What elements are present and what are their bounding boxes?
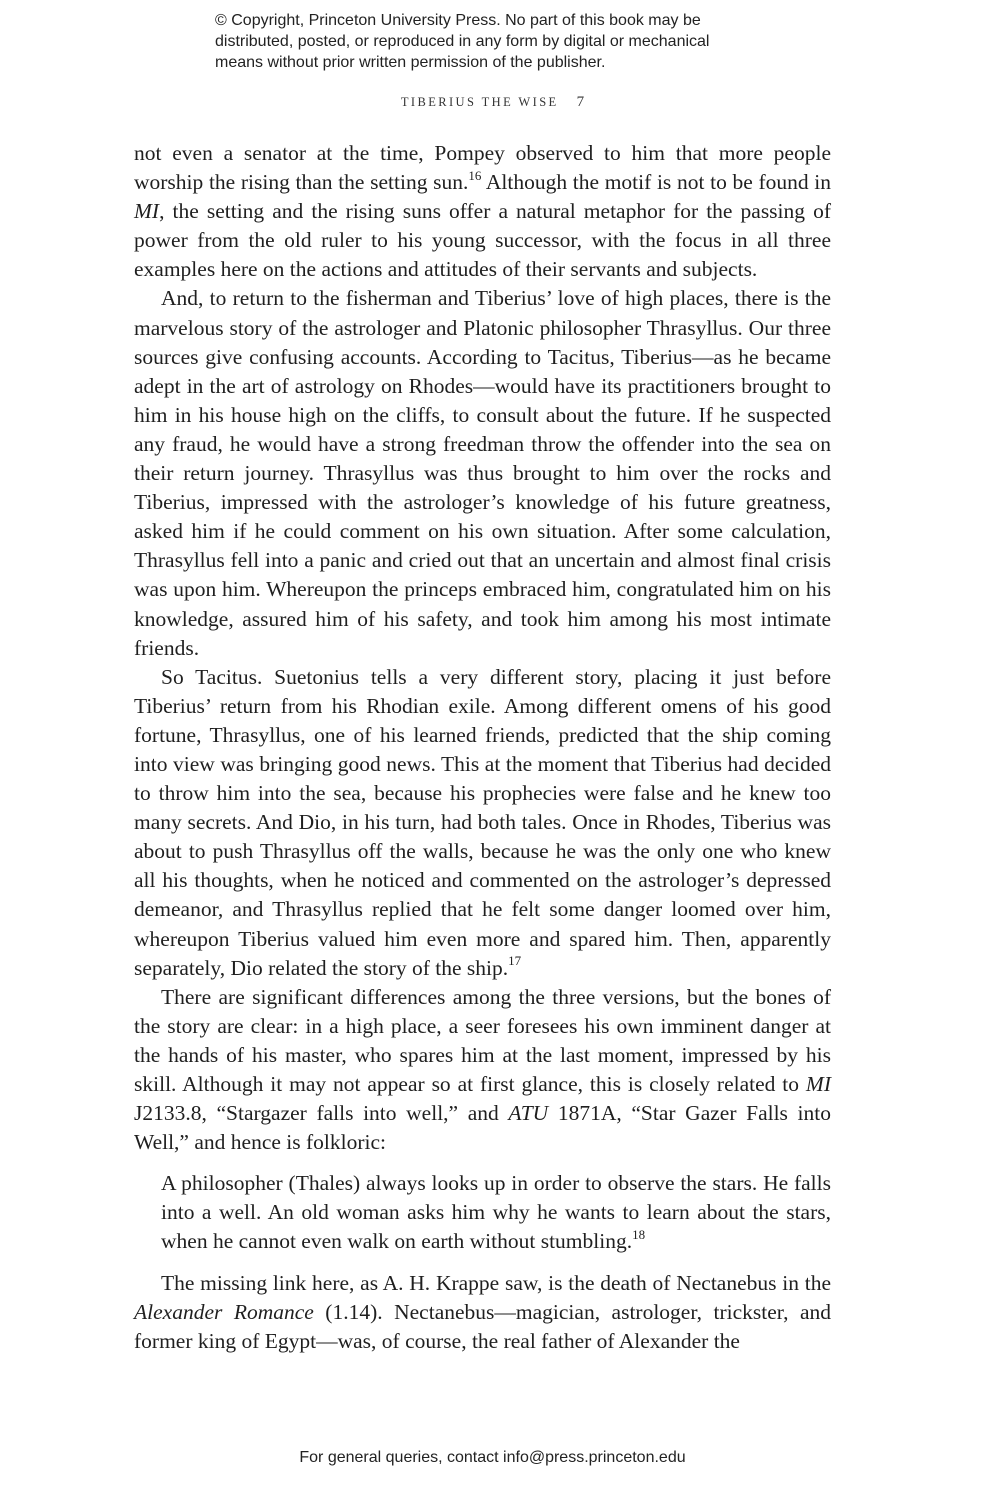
copyright-line-1: © Copyright, Princeton University Press. No part of this book may be [215, 12, 701, 29]
paragraph-4-text-c: 1871A, “Star Gazer Falls into Well,” and hence is folkloric: [134, 1101, 831, 1155]
copyright-line-3: means without prior written permission of the publisher. [215, 54, 606, 71]
paragraph-5-italic-title: Alexander Romance [134, 1299, 314, 1324]
paragraph-1-text-a: not even a senator at the time, Pompey observed to him that more people worship the rising than the setting sun. [134, 141, 831, 195]
block-quote-text: A philosopher (Thales) always looks up in order to observe the stars. He falls into a well. An old woman asks him why he wants to learn about the stars, when he cannot even walk on earth without stumbling. [161, 1171, 831, 1254]
running-head-title: TIBERIUS THE WISE [400, 95, 559, 109]
copyright-notice [215, 10, 815, 73]
page-number: 7 [576, 94, 585, 110]
paragraph-4 [134, 983, 831, 1158]
footer-contact: For general queries, contact info@press.princeton.edu [299, 1449, 686, 1466]
paragraph-4-italic-mi: MI [805, 1072, 831, 1096]
running-head [0, 94, 985, 111]
paragraph-5 [134, 1269, 831, 1356]
paragraph-1-italic-mi: MI [134, 199, 160, 224]
paragraph-4-italic-atu: ATU [508, 1101, 549, 1126]
paragraph-4-text-b: J2133.8, “Stargazer falls into well,” and [134, 1101, 509, 1126]
body-text [134, 139, 831, 1356]
paragraph-1 [134, 139, 831, 284]
paragraph-1-text-c: , the setting and the rising suns offer a natural metaphor for the passing of power from the old ruler to his young successor, with the focus in all three examples here on the actions and attitudes of their servants and subjects. [134, 199, 831, 282]
footnote-ref-16: 16 [468, 167, 482, 183]
paragraph-3-text: So Tacitus. Suetonius tells a very different story, placing it just before Tiberius’ return from his Rhodian exile. Among different omens of his good fortune, Thrasyllus, one of his learned friends, predicted that the ship coming into view was bringing good news. This at the moment that Tiberius had decided to throw him into the sea, because his prophecies were false and he knew too many secrets. And Dio, in his turn, had both tales. Once in Rhodes, Tiberius was about to push Thrasyllus off the walls, because he was the only one who knew all his thoughts, when he noticed and commented on the astrologer’s depressed demeanor, and Thrasyllus replied that he felt some danger loomed over him, whereupon Tiberius valued him even more and spared him. Then, apparently separately, Dio related the story of the ship. [134, 664, 831, 980]
copyright-line-2: distributed, posted, or reproduced in any form by digital or mechanical [215, 33, 710, 50]
footnote-ref-17: 17 [508, 953, 522, 969]
paragraph-4-text-a: There are significant differences among the three versions, but the bones of the story are clear: in a high place, a seer foresees his own imminent danger at the hands of his master, who spares him at the last moment, impressed by his skill. Although it may not appear so at first glance, this is closely related to [134, 984, 831, 1096]
paragraph-3 [134, 663, 831, 983]
paragraph-1-text-b: Although the motif is not to be found in [481, 170, 831, 195]
paragraph-5-text-b: (1.14). Nectanebus—magician, astrologer, trickster, and former king of Egypt—was, of course, the real father of Alexander the [134, 1299, 831, 1353]
block-quote [161, 1169, 831, 1256]
paragraph-5-text-a: The missing link here, as A. H. Krappe saw, is the death of Nectanebus in the [161, 1270, 831, 1295]
footnote-ref-18: 18 [632, 1227, 646, 1243]
paragraph-2: And, to return to the fisherman and Tiberius’ love of high places, there is the marvelous story of the astrologer and Platonic philosopher Thrasyllus. Our three sources give confusing accounts. According to Tacitus, Tiberius—as he became adept in the art of astrology on Rhodes—would have its practitioners brought to him in his house high on the cliffs, to consult about the future. If he suspected any fraud, he would have a strong freedman throw the offender into the sea on their return journey. Thrasyllus was thus brought to him over the rocks and Tiberius, impressed with the astrologer’s knowledge of his future greatness, asked him if he could comment on his own situation. After some calculation, Thrasyllus fell into a panic and cried out that an uncertain and almost final crisis was upon him. Whereupon the princeps embraced him, congratulated him on his knowledge, assured him of his safety, and took him among his most intimate friends. [134, 286, 831, 660]
